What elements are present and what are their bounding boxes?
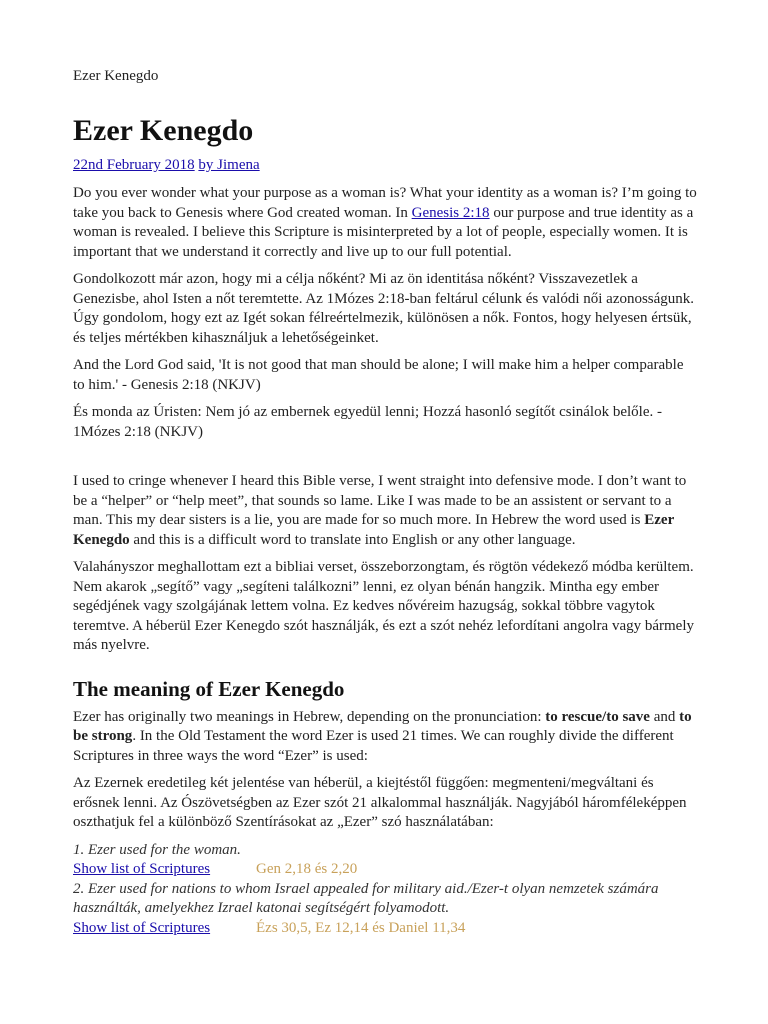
paragraph-meaning-en	[73, 708, 697, 767]
show-scriptures-link[interactable]: Show list of Scriptures	[73, 861, 211, 877]
post-meta	[73, 157, 260, 174]
spacer	[73, 450, 697, 472]
text-span: . In the Old Testament the word Ezer is used 21 times. We can roughly divide the different Scriptures in three ways the word “Ezer” is used:	[73, 728, 674, 764]
bold-term: Ezer Kenegdo	[73, 512, 674, 548]
paragraph-cringe-en	[73, 472, 697, 550]
text-span: and this is a difficult word to translate into English or any other language.	[129, 531, 576, 548]
list-item: 1. Ezer used for the woman.	[73, 841, 241, 858]
post-title: Ezer Kenegdo	[73, 114, 254, 147]
scripture-reference: Gen 2,18 és 2,20	[256, 861, 358, 877]
scripture-reference: Ézs 30,5, Ez 12,14 és Daniel 11,34	[256, 919, 466, 936]
section-heading: The meaning of Ezer Kenegdo	[73, 676, 345, 701]
show-scriptures-link[interactable]: Show list of Scriptures	[73, 919, 211, 936]
text-span: Do you ever wonder what your purpose as a woman is? What your identity as a woman is? I’m going to take you back to Genesis where God created woman. In	[73, 185, 697, 221]
text-span: I used to cringe whenever I heard this Bible verse, I went straight into defensive mode. I don’t want to be a “helper” or “help meet”, that sounds so lame. Like I was made to be an assistent or servant to a man. This my dear sisters is a lie, you are made for so much more. In Hebrew the word used is	[73, 473, 687, 528]
genesis-link[interactable]: Genesis 2:18	[411, 204, 490, 221]
scripture-row	[73, 919, 697, 939]
bold-term: to be strong	[73, 708, 692, 744]
author-link[interactable]: by Jimena	[198, 157, 260, 173]
text-span: our purpose and true identity as a woman is revealed. I believe this Scripture is misinterpreted by a lot of people, especially women. It is important that we understand it correctly and live up to our full potential.	[73, 204, 694, 260]
list-item: 2. Ezer used for nations to whom Israel appealed for military aid./Ezer-t olyan nemzetek számára használták, amelyekhez Izrael katonai segítségért folyamodott.	[73, 880, 659, 916]
verse-en: And the Lord God said, 'It is not good that man should be alone; I will make him a helper comparable to him.' - Genesis 2:18 (NKJV)	[73, 357, 684, 393]
post-content	[73, 184, 697, 938]
post-date-link[interactable]: 22nd February 2018	[73, 157, 195, 173]
site-title: Ezer Kenegdo	[73, 68, 159, 84]
paragraph-intro-hu: Gondolkozott már azon, hogy mi a célja nőként? Mi az ön identitása nőként? Visszavezetlek a Genezisbe, ahol Isten a nőt teremtette. Az 1Mózes 2:18-ban feltárul célunk és valódi női azonosságunk. Úgy gondolom, hogy ezt az Igét sokan félreértelmezik, különösen a nők. Fontos, hogy helyesen értsük, és teljes mértékben kihasználjuk a lehetőségeinket.	[73, 271, 695, 346]
text-span: Ezer has originally two meanings in Hebrew, depending on the pronunciation:	[73, 708, 546, 725]
paragraph-intro-en	[73, 184, 697, 262]
paragraph-cringe-hu: Valahányszor meghallottam ezt a bibliai verset, összeborzongtam, és rögtön védekező módba kerültem. Nem akarok „segítő” vagy „segíteni találkozni” lenni, ez olyan bénán hangzik. Mintha egy ember segédjének vagy szolgájának lettem volna. Ez kedves nővéreim hazugság, sokkal többre vagytok teremtve. A héberül Ezer Kenegdo szót használják, és ezt a szót nehéz lefordítani angolra vagy bármely más nyelvre.	[73, 559, 694, 653]
scripture-row	[73, 860, 697, 880]
text-span: and	[649, 708, 680, 725]
paragraph-meaning-hu: Az Ezernek eredetileg két jelentése van héberül, a kiejtéstől függően: megmenteni/megváltani és erősnek lenni. Az Ószövetségben az Ezer szót 21 alkalommal használják. Nagyjából háromféleképpen oszthatjuk fel a különböző Szentírásokat az „Ezer” szó használatában:	[73, 775, 687, 830]
verse-hu: És monda az Úristen: Nem jó az embernek egyedül lenni; Hozzá hasonló segítőt csinálok belőle. - 1Mózes 2:18 (NKJV)	[73, 404, 662, 440]
bold-term: to rescue/to save	[545, 708, 650, 725]
